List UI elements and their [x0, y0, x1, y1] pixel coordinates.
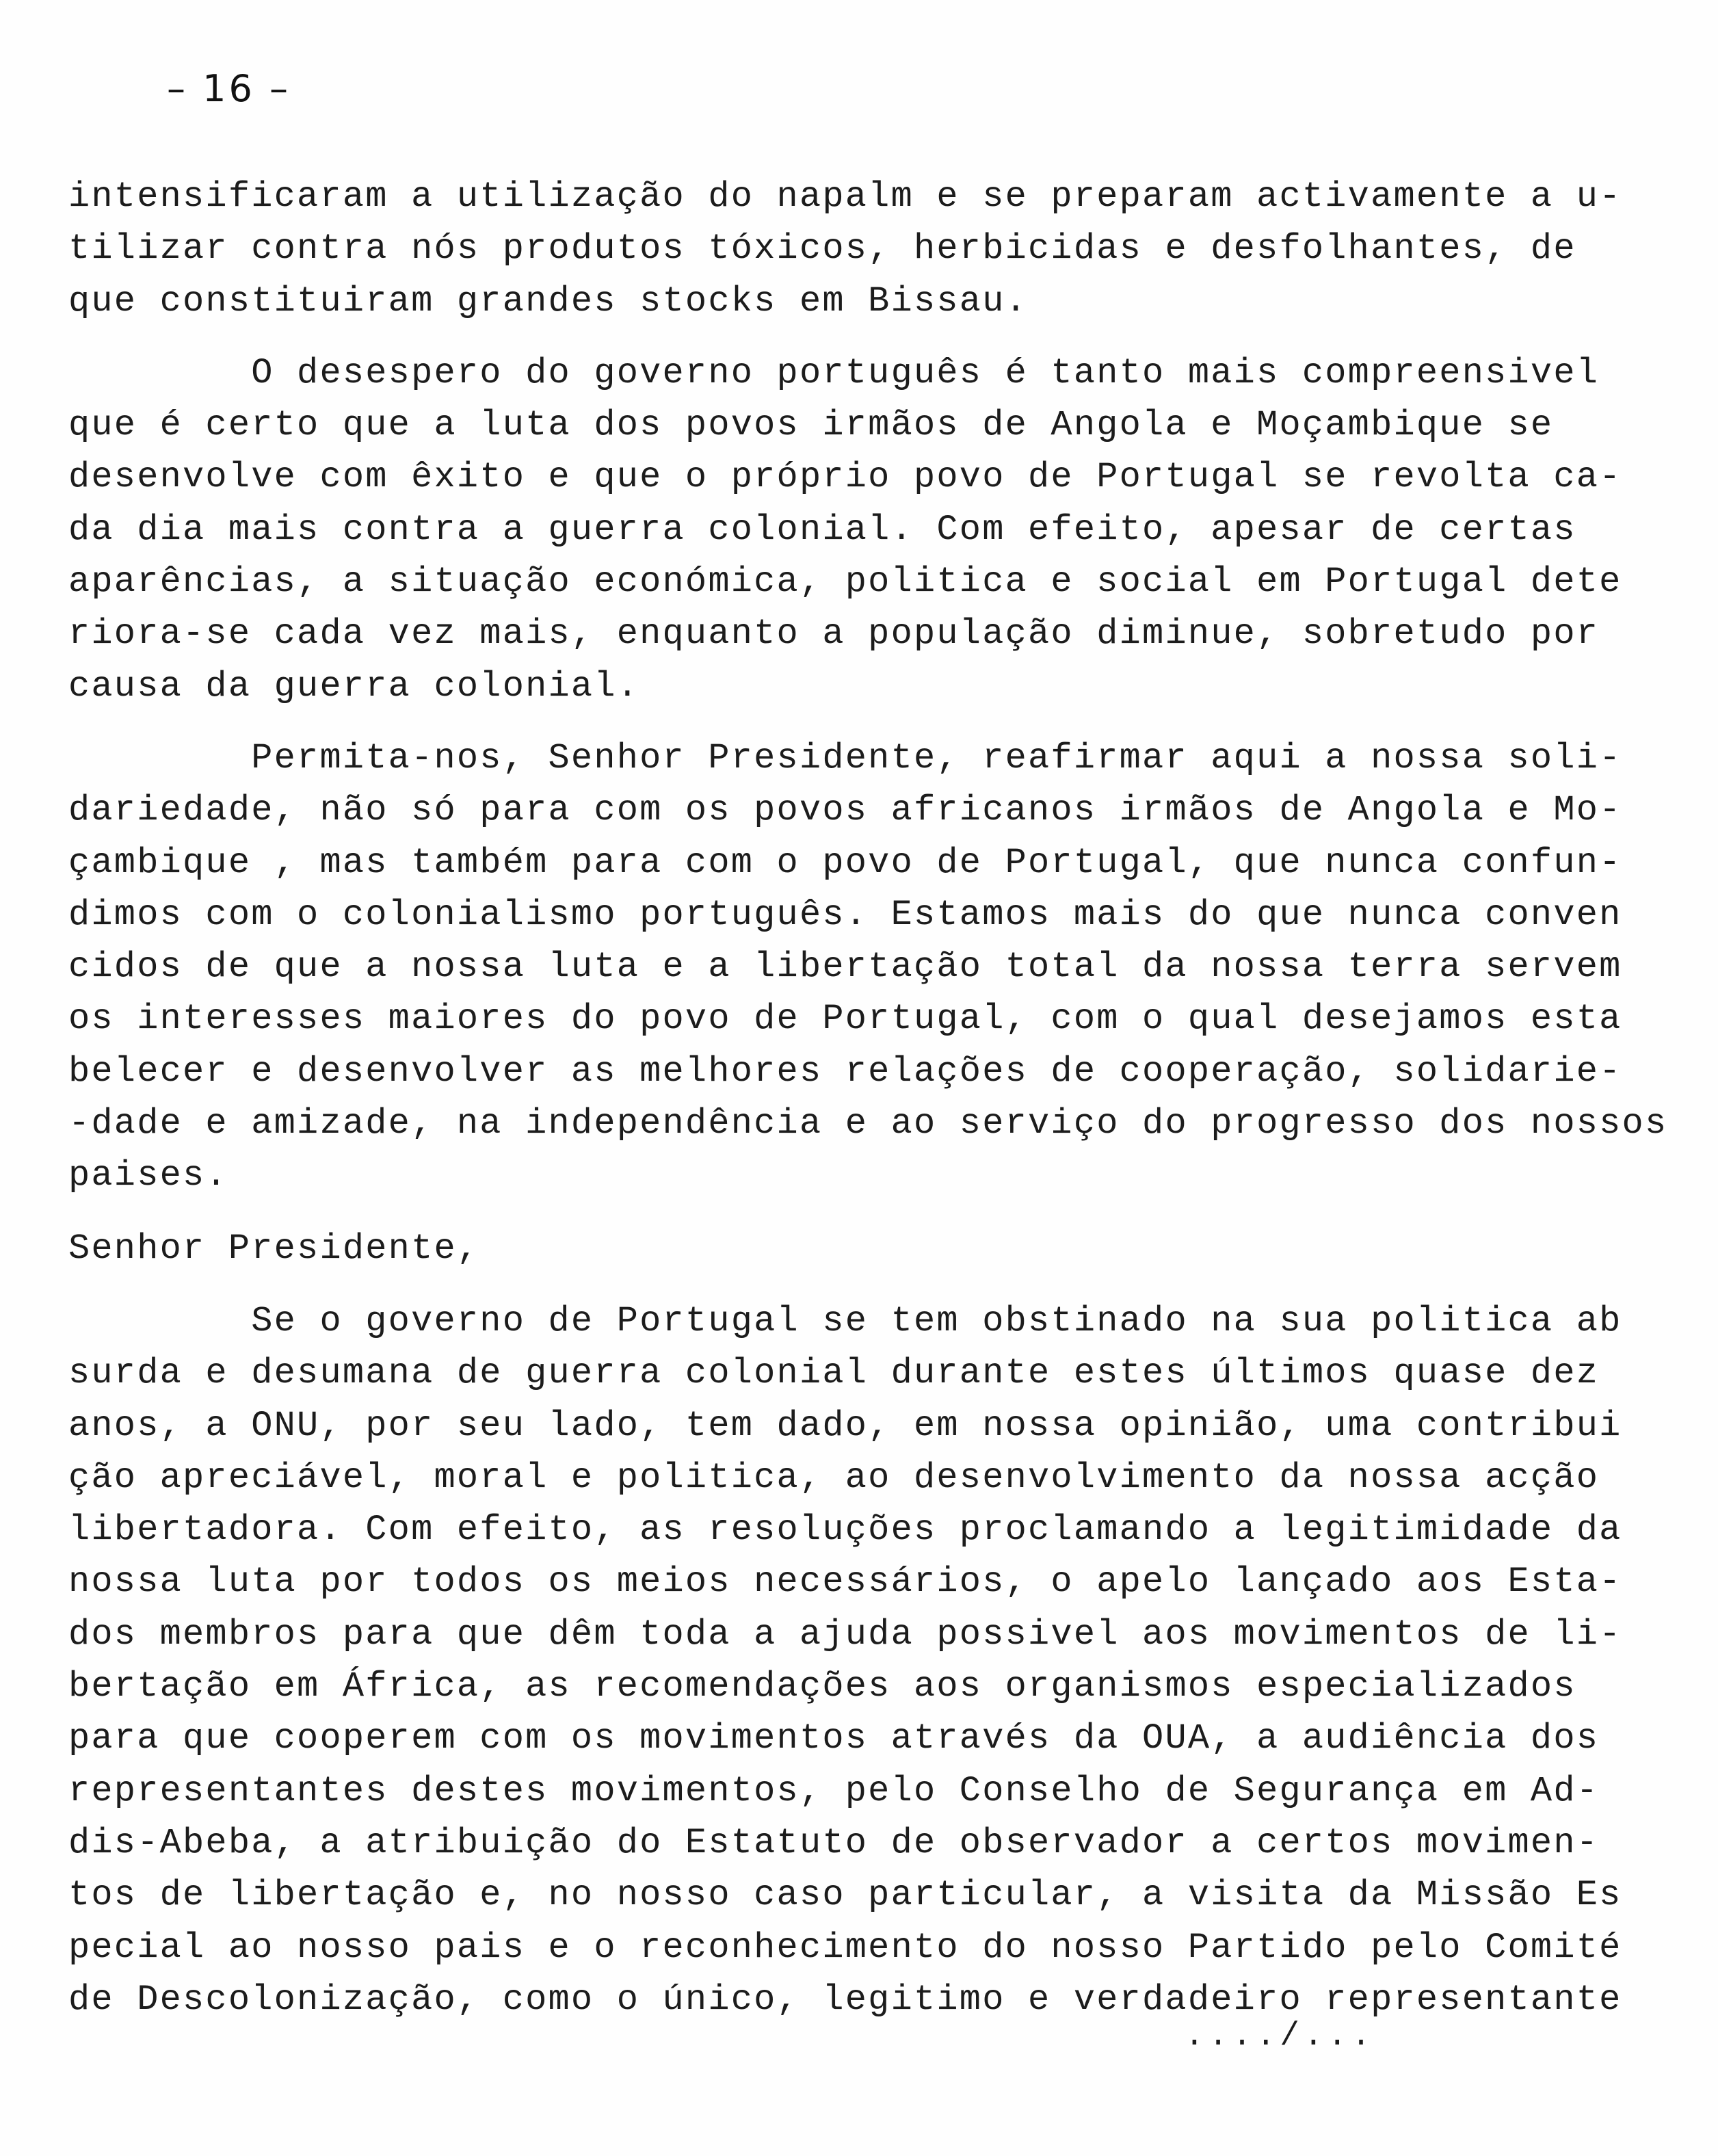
paragraph-solidariedade — [68, 733, 1668, 1202]
text-line: representantes destes movimentos, pelo Conselho de Segurança em Ad- — [68, 1770, 1600, 1811]
paragraph-onu — [68, 1296, 1622, 2026]
text-line: ção apreciável, moral e politica, ao desenvolvimento da nossa acção — [68, 1457, 1600, 1498]
text-line: nossa luta por todos os meios necessários, o apelo lançado aos Esta- — [68, 1562, 1622, 1603]
text-line: da dia mais contra a guerra colonial. Com efeito, apesar de certas — [68, 509, 1576, 550]
text-line: causa da guerra colonial. — [68, 666, 640, 707]
text-line: os interesses maiores do povo de Portugal, com o qual desejamos esta — [68, 999, 1622, 1040]
page-number: – 16 – — [167, 67, 291, 110]
salutation — [68, 1223, 1587, 1275]
text-line: para que cooperem com os movimentos através da OUA, a audiência dos — [68, 1718, 1600, 1759]
text-line: surda e desumana de guerra colonial durante estes últimos quase dez — [68, 1353, 1600, 1394]
text-line: que é certo que a luta dos povos irmãos de Angola e Moçambique se — [68, 405, 1554, 446]
text-line: anos, a ONU, por seu lado, tem dado, em nossa opinião, uma contribui — [68, 1405, 1622, 1446]
text-line: libertadora. Com efeito, as resoluções proclamando a legitimidade da — [68, 1510, 1622, 1551]
text-line: desenvolve com êxito e que o próprio povo de Portugal se revolta ca- — [68, 457, 1622, 498]
continuation-mark: ..../... — [1185, 2018, 1375, 2055]
salutation-line: Senhor Presidente, — [68, 1228, 480, 1269]
text-line: paises. — [68, 1155, 228, 1196]
paragraph-desespero — [68, 347, 1622, 713]
text-line: riora-se cada vez mais, enquanto a população diminue, sobretudo por — [68, 614, 1600, 655]
text-line: dos membros para que dêm toda a ajuda possivel aos movimentos de li- — [68, 1614, 1622, 1655]
paragraph-napalm — [68, 171, 1622, 328]
text-line: Se o governo de Portugal se tem obstinado na sua politica ab — [68, 1300, 1622, 1341]
text-line: dis-Abeba, a atribuição do Estatuto de observador a certos movimen- — [68, 1822, 1600, 1863]
text-line: aparências, a situação económica, politica e social em Portugal dete — [68, 562, 1622, 603]
text-line: intensificaram a utilização do napalm e se preparam activamente a u- — [68, 176, 1622, 217]
text-line: de Descolonização, como o único, legitimo e verdadeiro representante — [68, 1979, 1622, 2020]
text-line: que constituiram grandes stocks em Bissau. — [68, 280, 1029, 321]
text-line: pecial ao nosso pais e o reconhecimento do nosso Partido pelo Comité — [68, 1927, 1622, 1968]
text-line: tos de libertação e, no nosso caso particular, a visita da Missão Es — [68, 1875, 1622, 1916]
text-line: tilizar contra nós produtos tóxicos, herbicidas e desfolhantes, de — [68, 228, 1576, 270]
text-line: bertação em África, as recomendações aos organismos especializados — [68, 1666, 1576, 1707]
text-line: dimos com o colonialismo português. Estamos mais do que nunca conven — [68, 894, 1622, 935]
text-line: çambique , mas também para com o povo de Portugal, que nunca confun- — [68, 842, 1622, 883]
text-line: Permita-nos, Senhor Presidente, reafirmar aqui a nossa soli- — [68, 737, 1622, 778]
text-line: belecer e desenvolver as melhores relações de cooperação, solidarie- — [68, 1051, 1622, 1092]
text-line: -dade e amizade, na independência e ao serviço do progresso dos nossos — [68, 1103, 1668, 1144]
text-line: cidos de que a nossa luta e a libertação total da nossa terra servem — [68, 947, 1622, 988]
document-body — [68, 171, 1668, 2026]
text-line: O desespero do governo português é tanto mais compreensivel — [68, 352, 1600, 393]
text-line: dariedade, não só para com os povos africanos irmãos de Angola e Mo- — [68, 790, 1622, 831]
